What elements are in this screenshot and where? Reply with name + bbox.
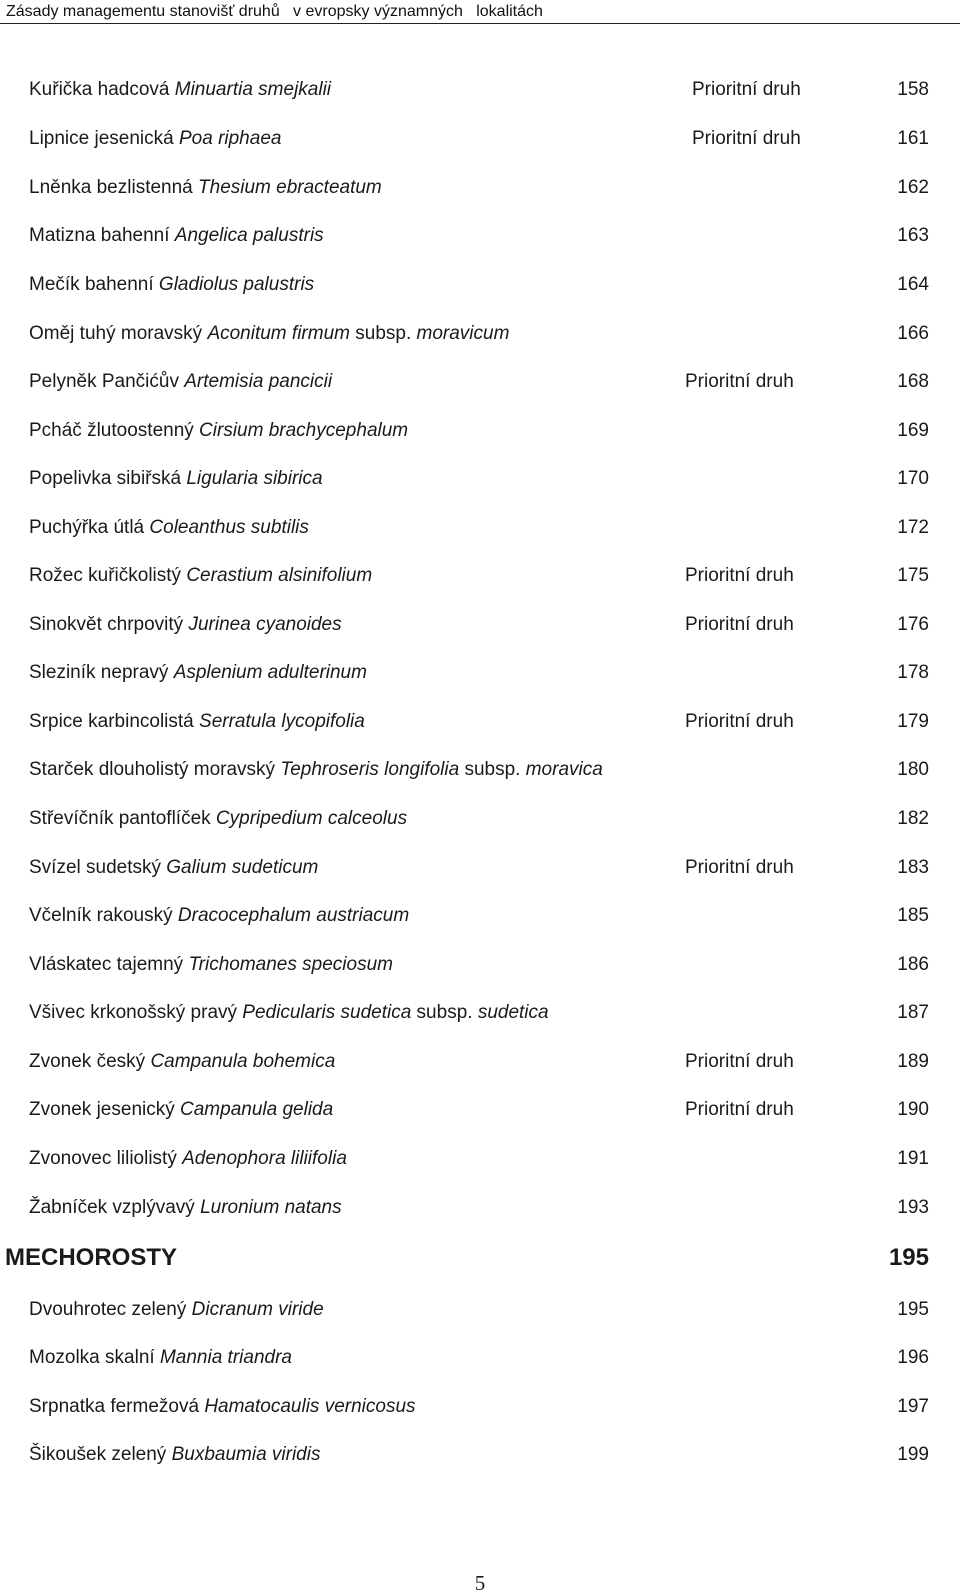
toc-entry xyxy=(29,613,931,637)
czech-name: Zvonek český xyxy=(29,1051,151,1072)
czech-name: Mečík bahenní xyxy=(29,274,159,295)
toc-entry xyxy=(29,1395,931,1419)
toc-entry xyxy=(29,1196,931,1220)
latin-name: Galium sudeticum xyxy=(166,857,319,878)
latin-name: Artemisia pancicii xyxy=(184,371,333,392)
species-name xyxy=(29,1050,335,1074)
species-name xyxy=(29,710,365,734)
latin-name: moravica xyxy=(525,759,603,780)
page-ref: 172 xyxy=(897,517,929,538)
page-ref: 163 xyxy=(897,225,929,246)
species-name xyxy=(29,1395,416,1419)
czech-name: Lipnice jesenická xyxy=(29,128,179,149)
latin-name: Gladiolus palustris xyxy=(158,274,315,295)
species-name xyxy=(29,127,281,151)
page-ref: 190 xyxy=(897,1099,929,1120)
running-header: Zásady managementu stanovišť druhů v evropsky významných lokalitách xyxy=(6,3,543,20)
species-name xyxy=(29,1298,324,1322)
toc-entry xyxy=(29,127,931,151)
latin-name: Dicranum viride xyxy=(191,1299,324,1320)
latin-name: Thesium ebracteatum xyxy=(198,177,382,198)
czech-name: Včelník rakouský xyxy=(29,905,178,926)
page-ref: 170 xyxy=(897,468,929,489)
latin-name: Cerastium alsinifolium xyxy=(186,565,373,586)
page-ref: 161 xyxy=(897,128,929,149)
species-name xyxy=(29,78,331,102)
latin-name: Aconitum firmum xyxy=(207,323,350,344)
toc-entry xyxy=(29,78,931,102)
latin-name: Angelica palustris xyxy=(174,225,324,246)
latin-name: Buxbaumia viridis xyxy=(171,1444,321,1465)
species-name xyxy=(29,953,393,977)
page-ref: 186 xyxy=(897,954,929,975)
page-ref: 183 xyxy=(897,857,929,878)
page-ref: 196 xyxy=(897,1347,929,1368)
species-name xyxy=(29,661,367,685)
czech-name: Kuřička hadcová xyxy=(29,79,175,100)
czech-name: Dvouhrotec zelený xyxy=(29,1299,192,1320)
species-name xyxy=(29,1147,347,1171)
species-name xyxy=(29,1346,292,1370)
toc-entry xyxy=(29,1001,931,1025)
czech-name: Srpice karbincolistá xyxy=(29,711,200,732)
latin-name: Dracocephalum austriacum xyxy=(177,905,410,926)
section-heading xyxy=(5,1244,931,1272)
czech-name: Oměj tuhý moravský xyxy=(29,323,208,344)
czech-name: Mozolka skalní xyxy=(29,1347,160,1368)
page-ref: 199 xyxy=(897,1444,929,1465)
czech-name: Matizna bahenní xyxy=(29,225,175,246)
toc-entry xyxy=(29,419,931,443)
latin-name: Pedicularis sudetica xyxy=(242,1002,412,1023)
species-name xyxy=(29,273,314,297)
section-title: MECHOROSTY xyxy=(5,1244,178,1271)
toc-entry xyxy=(29,1147,931,1171)
species-name xyxy=(29,613,342,637)
latin-name: Cirsium brachycephalum xyxy=(199,420,409,441)
toc-entry xyxy=(29,1443,931,1467)
latin-name: Coleanthus subtilis xyxy=(149,517,309,538)
page-ref: 176 xyxy=(897,614,929,635)
species-name xyxy=(29,419,408,443)
toc-entry xyxy=(29,224,931,248)
latin-name: Hamatocaulis vernicosus xyxy=(204,1396,416,1417)
latin-name: Jurinea cyanoides xyxy=(188,614,342,635)
toc-entry xyxy=(29,856,931,880)
latin-name: sudetica xyxy=(477,1002,549,1023)
czech-name: Šikoušek zelený xyxy=(29,1444,172,1465)
latin-name: moravicum xyxy=(416,323,510,344)
czech-name: Sinokvět chrpovitý xyxy=(29,614,189,635)
czech-name: Pelyněk Pančićův xyxy=(29,371,185,392)
toc-entry xyxy=(29,467,931,491)
czech-name: Puchýřka útlá xyxy=(29,517,150,538)
species-name xyxy=(29,856,318,880)
czech-name: Popelivka sibiřská xyxy=(29,468,187,489)
toc-entry xyxy=(29,661,931,685)
czech-name: Všivec krkonošský pravý xyxy=(29,1002,243,1023)
latin-name: Adenophora liliifolia xyxy=(182,1148,347,1169)
header-rule xyxy=(0,23,960,24)
species-name xyxy=(29,467,323,491)
czech-name: Starček dlouholistý moravský xyxy=(29,759,281,780)
czech-name: Lněnka bezlistenná xyxy=(29,177,199,198)
species-name xyxy=(29,176,382,200)
latin-name: Luronium natans xyxy=(200,1197,342,1218)
czech-name: subsp. xyxy=(459,759,526,780)
czech-name: Zvonek jesenický xyxy=(29,1099,181,1120)
toc-entry xyxy=(29,953,931,977)
czech-name: Sleziník nepravý xyxy=(29,662,174,683)
czech-name: Zvonovec liliolistý xyxy=(29,1148,183,1169)
page-ref: 158 xyxy=(897,79,929,100)
latin-name: Trichomanes speciosum xyxy=(188,954,393,975)
page-ref: 197 xyxy=(897,1396,929,1417)
page-ref: 178 xyxy=(897,662,929,683)
page-ref: 168 xyxy=(897,371,929,392)
toc-entry xyxy=(29,516,931,540)
page-ref: 166 xyxy=(897,323,929,344)
toc-entry xyxy=(29,904,931,928)
priority-status: Prioritní druh xyxy=(692,79,801,100)
priority-status: Prioritní druh xyxy=(692,128,801,149)
toc-entry xyxy=(29,322,931,346)
latin-name: Campanula gelida xyxy=(180,1099,334,1120)
priority-status: Prioritní druh xyxy=(685,614,794,635)
latin-name: Mannia triandra xyxy=(159,1347,292,1368)
czech-name: Svízel sudetský xyxy=(29,857,167,878)
toc-entry xyxy=(29,758,931,782)
page-ref: 191 xyxy=(897,1148,929,1169)
page-ref: 185 xyxy=(897,905,929,926)
czech-name: Pcháč žlutoostenný xyxy=(29,420,200,441)
toc-entry xyxy=(29,710,931,734)
latin-name: Ligularia sibirica xyxy=(186,468,323,489)
section-page-ref: 195 xyxy=(888,1244,929,1271)
toc-entry xyxy=(29,1050,931,1074)
latin-name: Poa riphaea xyxy=(178,128,282,149)
latin-name: Tephroseris longifolia xyxy=(280,759,460,780)
species-name xyxy=(29,807,407,831)
priority-status: Prioritní druh xyxy=(685,857,794,878)
page-ref: 189 xyxy=(897,1051,929,1072)
toc-entry xyxy=(29,1298,931,1322)
species-name xyxy=(29,1098,333,1122)
priority-status: Prioritní druh xyxy=(685,1051,794,1072)
page-ref: 195 xyxy=(897,1299,929,1320)
species-name xyxy=(29,904,409,928)
toc-entry xyxy=(29,370,931,394)
czech-name: Vláskatec tajemný xyxy=(29,954,189,975)
latin-name: Minuartia smejkalii xyxy=(174,79,332,100)
species-name xyxy=(29,516,309,540)
priority-status: Prioritní druh xyxy=(685,1099,794,1120)
page-ref: 175 xyxy=(897,565,929,586)
species-name xyxy=(29,758,603,782)
czech-name: subsp. xyxy=(411,1002,478,1023)
toc-entry xyxy=(29,564,931,588)
species-name xyxy=(29,224,324,248)
species-name xyxy=(29,322,509,346)
latin-name: Serratula lycopifolia xyxy=(199,711,365,732)
toc-entry xyxy=(29,807,931,831)
page-ref: 182 xyxy=(897,808,929,829)
species-name xyxy=(29,564,372,588)
page-ref: 180 xyxy=(897,759,929,780)
page-ref: 187 xyxy=(897,1002,929,1023)
page-ref: 193 xyxy=(897,1197,929,1218)
page-ref: 164 xyxy=(897,274,929,295)
latin-name: Campanula bohemica xyxy=(150,1051,336,1072)
toc-entry xyxy=(29,1098,931,1122)
page-ref: 162 xyxy=(897,177,929,198)
priority-status: Prioritní druh xyxy=(685,371,794,392)
czech-name: Srpnatka fermežová xyxy=(29,1396,205,1417)
toc-entry xyxy=(29,176,931,200)
czech-name: Žabníček vzplývavý xyxy=(29,1197,201,1218)
page-ref: 169 xyxy=(897,420,929,441)
priority-status: Prioritní druh xyxy=(685,711,794,732)
czech-name: Rožec kuřičkolistý xyxy=(29,565,187,586)
priority-status: Prioritní druh xyxy=(685,565,794,586)
species-name xyxy=(29,1001,549,1025)
czech-name: Střevíčník pantoflíček xyxy=(29,808,216,829)
toc-entry xyxy=(29,1346,931,1370)
page-ref: 179 xyxy=(897,711,929,732)
latin-name: Cypripedium calceolus xyxy=(215,808,408,829)
toc-entry xyxy=(29,273,931,297)
species-name xyxy=(29,1196,342,1220)
latin-name: Asplenium adulterinum xyxy=(173,662,367,683)
page-number: 5 xyxy=(474,1571,486,1595)
species-name xyxy=(29,370,332,394)
czech-name: subsp. xyxy=(349,323,417,344)
species-name xyxy=(29,1443,320,1467)
